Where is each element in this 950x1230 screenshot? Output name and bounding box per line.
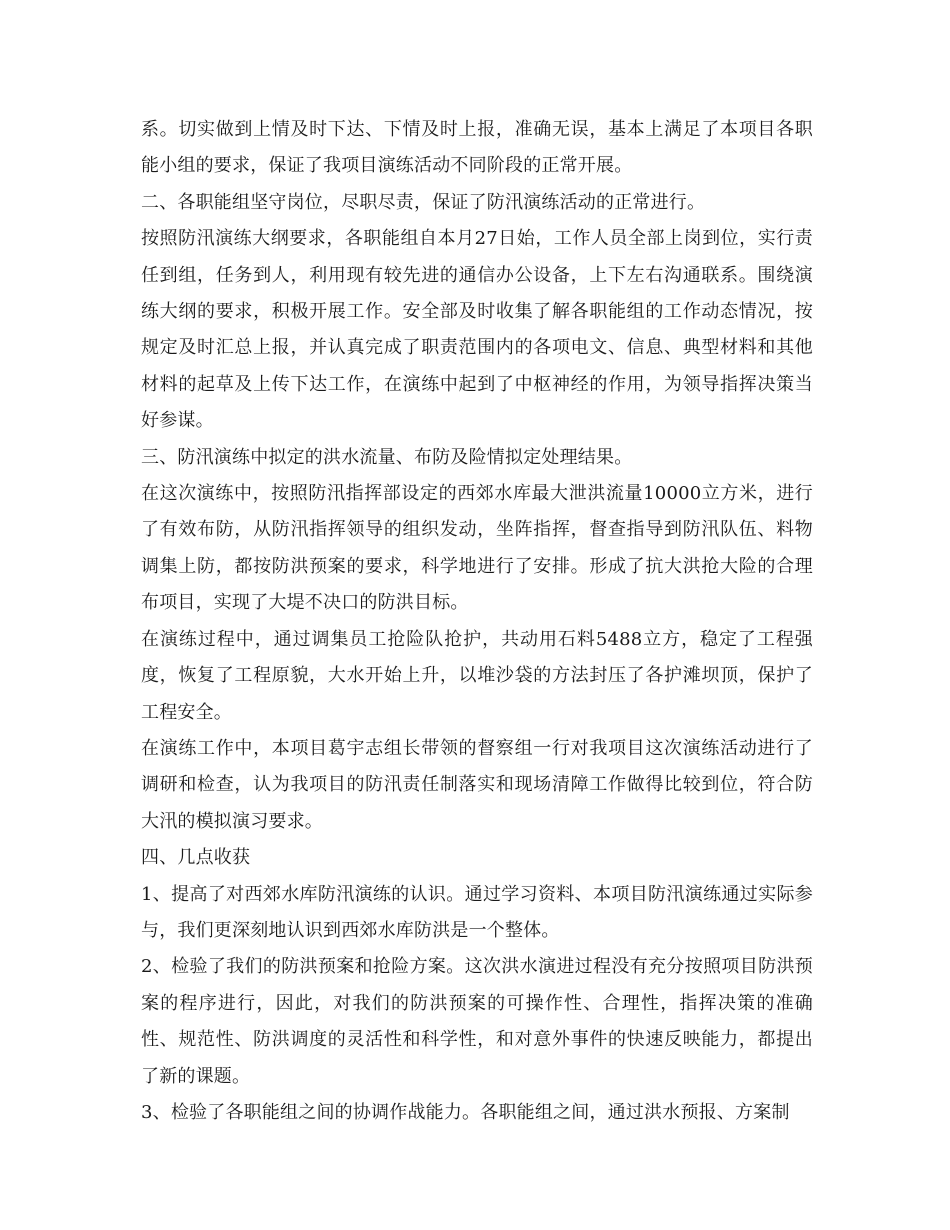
section-heading-3: 三、防汛演练中拟定的洪水流量、布防及险情拟定处理结果。: [141, 446, 633, 468]
document-body: [141, 112, 813, 1131]
paragraph-duty-details: 按照防汛演练大纲要求，各职能组自本月27日始，工作人员全部上岗到位，实行责任到组，任务到人，利用现有较先进的通信办公设备，上下左右沟通联系。围绕演练大纲的要求，积极开展工作。安全部及时收集了解各职能组的工作动态情况，按规定及时汇总上报，并认真完成了职责范围内的各项电文、信息、典型材料和其他材料的起草及上传下达工作，在演练中起到了中枢神经的作用，为领导指挥决策当好参谋。: [141, 228, 813, 432]
section-heading-4: 四、几点收获: [141, 847, 251, 869]
list-item-1: 1、提高了对西郊水库防汛演练的认识。通过学习资料、本项目防汛演练通过实际参与，我们更深刻地认识到西郊水库防洪是一个整体。: [141, 883, 813, 941]
paragraph-continuation: 系。切实做到上情及时下达、下情及时上报，准确无误，基本上满足了本项目各职能小组的要求，保证了我项目演练活动不同阶段的正常开展。: [141, 119, 813, 177]
paragraph-emergency-repair: 在演练过程中，通过调集员工抢险队抢护，共动用石料5488立方，稳定了工程强度，恢复了工程原貌，大水开始上升，以堆沙袋的方法封压了各护滩坝顶，保护了工程安全。: [141, 628, 813, 723]
section-heading-2: 二、各职能组坚守岗位，尽职尽责，保证了防汛演练活动的正常进行。: [141, 191, 706, 213]
list-item-3: 3、检验了各职能组之间的协调作战能力。各职能组之间，通过洪水预报、方案制: [141, 1101, 790, 1123]
paragraph-inspection: 在演练工作中，本项目葛宇志组长带领的督察组一行对我项目这次演练活动进行了调研和检查，认为我项目的防汛责任制落实和现场清障工作做得比较到位，符合防大汛的模拟演习要求。: [141, 737, 813, 832]
list-item-2: 2、检验了我们的防洪预案和抢险方案。这次洪水演进过程没有充分按照项目防洪预案的程序进行，因此，对我们的防洪预案的可操作性、合理性，指挥决策的准确性、规范性、防洪调度的灵活性和科学性，和对意外事件的快速反映能力，都提出了新的课题。: [141, 956, 813, 1087]
paragraph-flood-defense: 在这次演练中，按照防汛指挥部设定的西郊水库最大泄洪流量10000立方米，进行了有效布防，从防汛指挥领导的组织发动，坐阵指挥，督查指导到防汛队伍、料物调集上防，都按防洪预案的要求，科学地进行了安排。形成了抗大洪抢大险的合理布项目，实现了大堤不决口的防洪目标。: [141, 483, 813, 614]
